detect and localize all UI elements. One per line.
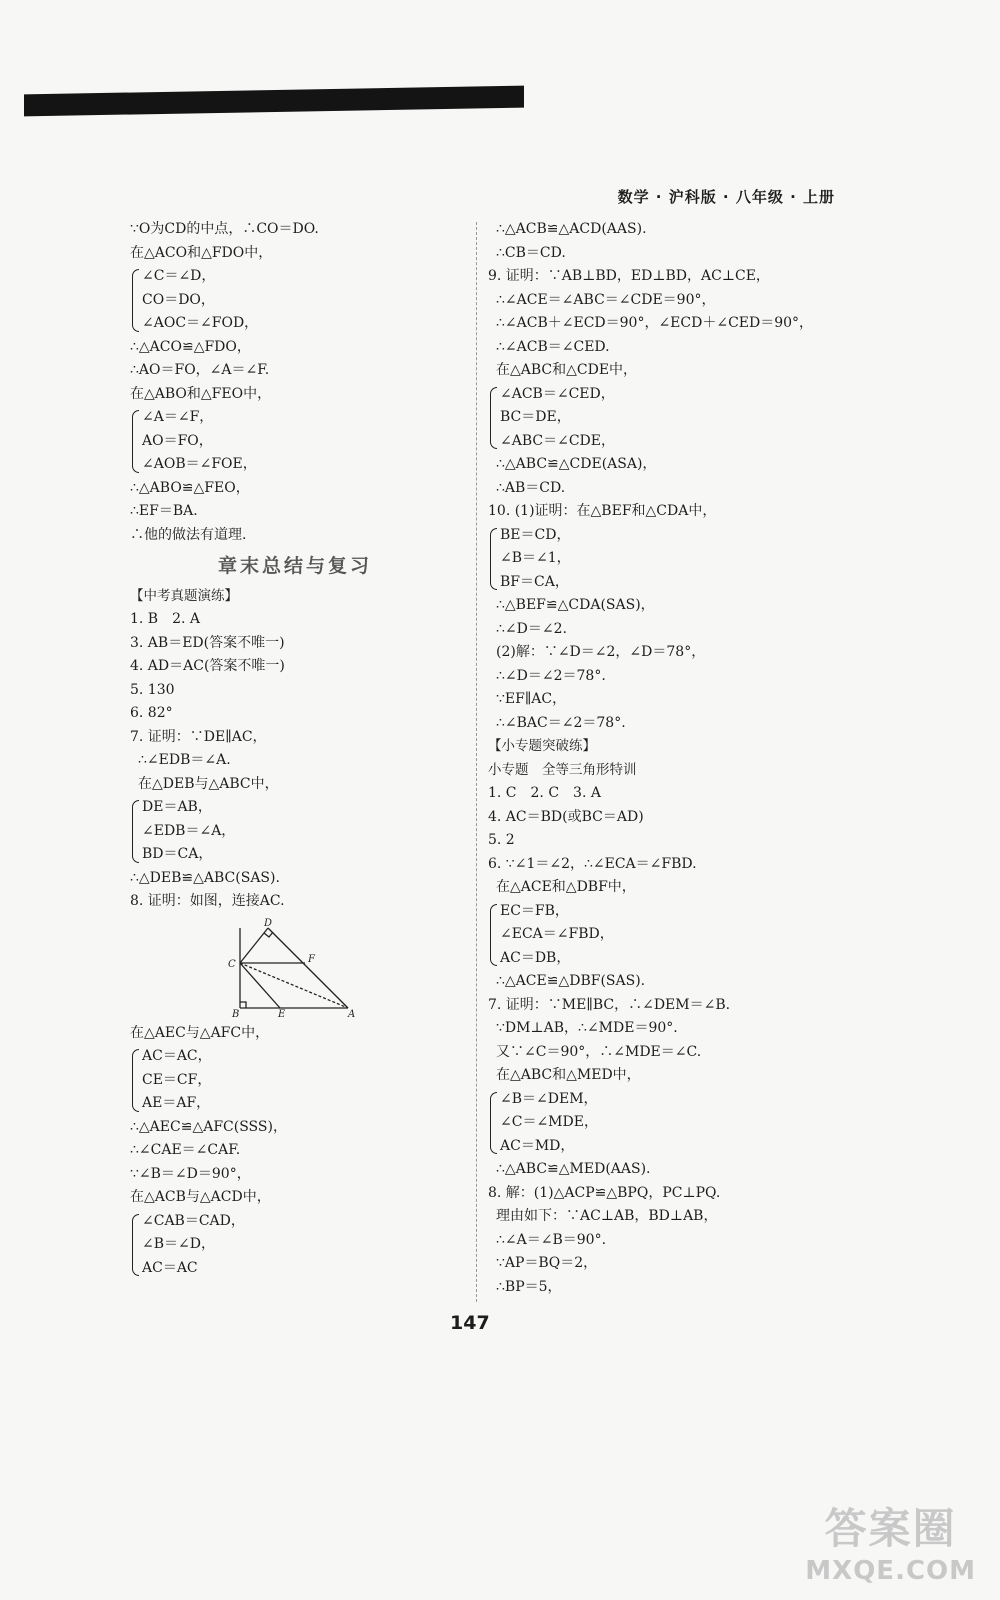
text-line: ∴∠D＝∠2. (496, 620, 567, 637)
text-line: ∴∠ACB＋∠ECD＝90°，∠ECD＋∠CED＝90°， (496, 315, 814, 331)
text-line: ∵∠B＝∠D＝90°， (130, 1165, 251, 1182)
text-line: ∴∠CAE＝∠CAF. (130, 1142, 241, 1158)
text-line: ∴EF＝BA. (130, 503, 198, 519)
text-line: ∴△ACE≌△DBF(SAS). (496, 973, 646, 989)
right-angle-mark (240, 1002, 246, 1008)
right-angle-mark (264, 932, 273, 937)
brace-line: ∠ABC＝∠CDE， (500, 432, 615, 449)
watermark-logo: 答案圈 (824, 1504, 957, 1553)
brace-line: ∠EDB＝∠A， (142, 822, 236, 839)
header-bar (24, 86, 524, 117)
brace-line: ∠B＝∠D， (142, 1236, 215, 1252)
brace-line: EC＝FB， (500, 902, 569, 919)
text-line: ∴∠ACE＝∠ABC＝∠CDE＝90°， (496, 291, 716, 308)
text-line: 在△AEC与△AFC中， (130, 1024, 270, 1041)
brace-line: AC＝AC (142, 1259, 198, 1276)
answer-line: 在△DEB与△ABC中， (138, 775, 279, 792)
text-line: ∴∠D＝∠2＝78°. (496, 667, 606, 684)
answer-line: 8. 解：(1)△ACP≌△BPQ，PC⊥PQ. (488, 1184, 721, 1201)
answer-line: 10. (1)证明：在△BEF和△CDA中， (488, 503, 717, 519)
figure-label: D (264, 917, 273, 929)
brace-line: BF＝CA， (500, 573, 569, 590)
text-line: ∴△AEC≌△AFC(SSS)， (130, 1118, 287, 1135)
text-line: 又∵∠C＝90°，∴∠MDE＝∠C. (496, 1043, 702, 1060)
figure-label: B (232, 1008, 240, 1018)
figure-label: C (228, 958, 236, 970)
text-line: 在△ABC和△MED中， (496, 1067, 641, 1083)
brace-group (132, 796, 460, 867)
text-line: ∴他的做法有道理. (130, 526, 247, 543)
figure-line (240, 928, 268, 963)
answer-line: 4. AD＝AC(答案不唯一) (130, 658, 285, 674)
answer-line: 6. ∵∠1＝∠2，∴∠ECA＝∠FBD. (488, 855, 697, 872)
brace-group (490, 524, 848, 595)
answer-line: 1. B 2. A (130, 611, 201, 627)
answer-line: 5. 130 (130, 681, 175, 698)
section-title: 章末总结与复习 (217, 555, 372, 577)
text-line: 在△ACB与△ACD中， (130, 1189, 271, 1205)
brace-line: AC＝DB， (500, 949, 571, 966)
brace-line: CO＝DO， (142, 291, 215, 308)
text-line: ∴∠ACB＝∠CED. (496, 338, 610, 355)
text-line: ∴CB＝CD. (496, 244, 566, 261)
text-line: ∴△ABO≌△FEO， (130, 479, 250, 496)
column-divider (476, 222, 477, 1302)
text-line: ∵AP＝BQ＝2， (496, 1255, 598, 1271)
answer-line: 5. 2 (488, 832, 515, 848)
brace-line: ∠CAB＝CAD， (142, 1212, 245, 1229)
text-line: 在△ABO和△FEO中， (130, 385, 272, 402)
text-line: (2)解：∵∠D＝∠2，∠D＝78°， (496, 644, 706, 660)
brace-line: ∠AOC＝∠FOD， (142, 315, 259, 331)
text-line: ∴△DEB≌△ABC(SAS). (130, 869, 280, 886)
answer-line: 3. AB＝ED(答案不唯一) (130, 634, 285, 651)
text-line: ∴AO＝FO，∠A＝∠F. (130, 362, 270, 378)
brace-line: BE＝CD， (500, 526, 571, 543)
brace-group (132, 1210, 460, 1281)
text-line: ∴∠BAC＝∠2＝78°. (496, 714, 626, 731)
brace-group (490, 383, 848, 454)
section-tag: 【中考真题演练】 (130, 587, 238, 604)
answer-line: 1. C 2. C 3. A (488, 785, 601, 801)
brace-line: ∠C＝∠MDE， (500, 1114, 598, 1130)
brace-line: ∠ECA＝∠FBD， (500, 926, 614, 942)
page-header: 数学 · 沪科版 · 八年级 · 上册 (617, 188, 835, 206)
answer-line: 4. AC＝BD(或BC＝AD) (488, 808, 644, 825)
right-column (488, 218, 848, 1299)
brace-line: DE＝AB， (142, 799, 212, 815)
brace-line: CE＝CF， (142, 1071, 212, 1088)
text-line: ∴AB＝CD. (496, 479, 566, 496)
watermark-url: MXQE.COM (805, 1556, 976, 1586)
brace-line: ∠B＝∠1， (500, 550, 571, 566)
text-line: ∴△ACB≌△ACD(AAS). (496, 221, 647, 237)
text-line: 在△ACE和△DBF中， (496, 879, 636, 895)
brace-group (132, 406, 460, 477)
brace-group (132, 1045, 460, 1116)
brace-line: ∠ACB＝∠CED， (500, 385, 615, 402)
brace-group (132, 265, 460, 336)
brace-group (490, 1088, 848, 1159)
sub-section-title: 小专题 全等三角形特训 (488, 761, 637, 778)
brace-line: AO＝FO， (142, 432, 213, 449)
text-line: 在△ACO和△FDO中， (130, 244, 273, 261)
brace-group (490, 900, 848, 971)
text-line: ∴△BEF≌△CDA(SAS)， (496, 597, 655, 613)
answer-line: 7. 证明：∵ME∥BC，∴∠DEM＝∠B. (488, 996, 731, 1013)
brace-line: AC＝AC， (142, 1048, 212, 1064)
text-line: ∴△ABC≌△MED(AAS). (496, 1161, 651, 1177)
answer-line: 7. 证明：∵DE∥AC， (130, 728, 267, 745)
answer-line: ∴∠EDB＝∠A. (138, 752, 231, 768)
answer-line: 9. 证明：∵AB⊥BD，ED⊥BD，AC⊥CE， (488, 268, 770, 284)
brace-line: ∠A＝∠F， (142, 409, 214, 425)
left-column (130, 218, 460, 1280)
answer-line: 6. 82° (130, 705, 173, 721)
brace-line: ∠B＝∠DEM， (500, 1090, 598, 1107)
text-line: ∴∠A＝∠B＝90°. (496, 1231, 607, 1248)
brace-line: AE＝AF， (142, 1095, 211, 1111)
text-line: 在△ABC和△CDE中， (496, 362, 638, 378)
text-line: ∵DM⊥AB，∴∠MDE＝90°. (496, 1020, 678, 1036)
text-line: ∴△ABC≌△CDE(ASA)， (496, 456, 657, 472)
text-line: 8. 证明：如图，连接AC. (130, 893, 285, 909)
brace-line: ∠C＝∠D， (142, 268, 216, 284)
brace-line: BD＝CA， (142, 846, 213, 862)
page-number: 147 (450, 1312, 490, 1334)
figure-label: E (278, 1008, 286, 1018)
text-line: 理由如下：∵AC⊥AB，BD⊥AB， (496, 1208, 718, 1224)
section-tag: 【小专题突破练】 (488, 738, 596, 754)
figure-dashed-line (240, 963, 348, 1008)
text-line: ∴△ACO≌△FDO， (130, 338, 251, 355)
brace-line: BC＝DE， (500, 409, 571, 425)
text-line: ∴BP＝5， (496, 1278, 562, 1295)
figure-label: F (308, 953, 315, 965)
figure-line (268, 928, 348, 1008)
figure-line (240, 963, 280, 1008)
text-line: ∵EF∥AC， (496, 691, 567, 707)
brace-line: AC＝MD， (500, 1137, 575, 1154)
figure-label: A (348, 1008, 356, 1018)
text-line: ∵O为CD的中点，∴CO＝DO. (130, 221, 319, 237)
geometry-figure (220, 918, 360, 1018)
brace-line: ∠AOB＝∠FOE， (142, 456, 257, 472)
watermark (805, 1496, 976, 1586)
